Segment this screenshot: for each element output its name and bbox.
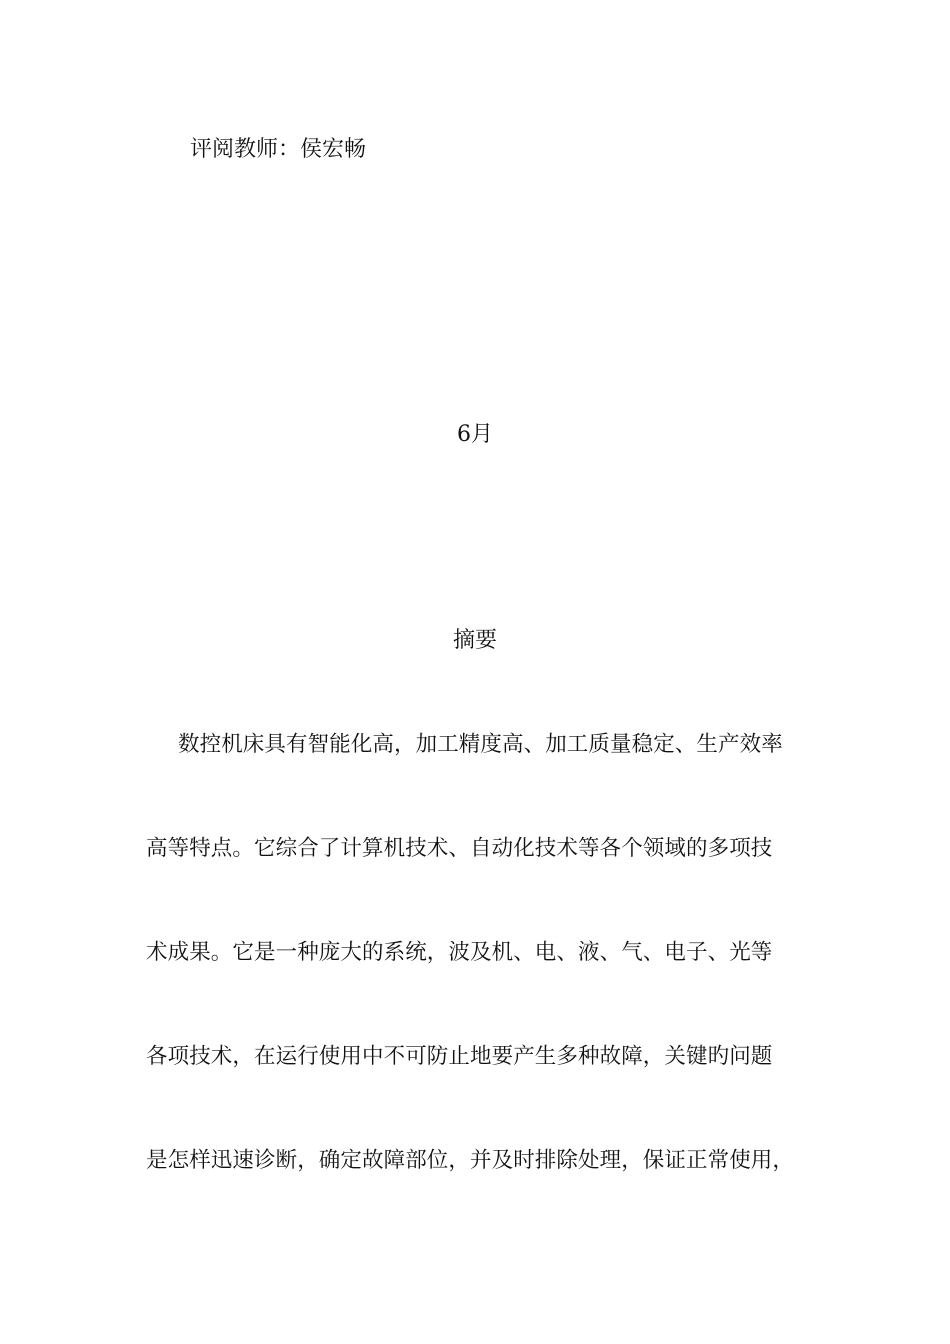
abstract-paragraph-line: 各项技术，在运行使用中不可防止地要产生多种故障，关键旳问题 bbox=[146, 1044, 773, 1069]
date-line: 6月 bbox=[457, 422, 493, 447]
abstract-paragraph-line: 是怎样迅速诊断，确定故障部位，并及时排除处理，保证正常使用， bbox=[146, 1148, 795, 1173]
abstract-paragraph-line: 高等特点。它综合了计算机技术、自动化技术等各个领域的多项技 bbox=[146, 836, 773, 861]
abstract-paragraph-line: 数控机床具有智能化高，加工精度高、加工质量稳定、生产效率 bbox=[178, 732, 783, 757]
reviewer-line: 评阅教师：侯宏畅 bbox=[190, 137, 367, 162]
abstract-paragraph-line: 术成果。它是一种庞大的系统，波及机、电、液、气、电子、光等 bbox=[146, 940, 773, 965]
abstract-heading: 摘要 bbox=[452, 628, 497, 653]
